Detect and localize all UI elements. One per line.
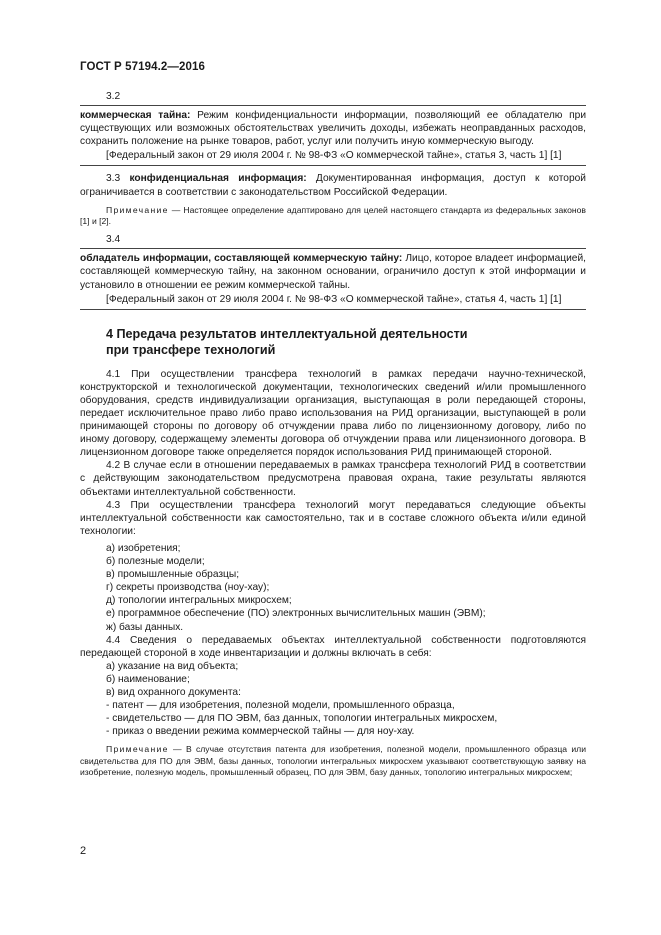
term-definition-box [80, 248, 586, 309]
list-item: в) вид охранного документа: [106, 686, 241, 698]
paragraph-4-2: 4.2 В случае если в отношении передаваемых в рамках трансфера технологий РИД в соответствии с действующим законодательством предусмотрена правовая охрана, такие результаты являются объектами интеллектуальной собственности. [80, 460, 586, 498]
term-definition [80, 252, 586, 291]
list-item: г) секреты производства (ноу-хау); [106, 582, 270, 594]
note [80, 205, 586, 228]
dash-list-item: - приказ о введении режима коммерческой тайны — для ноу-хау. [106, 726, 415, 738]
term-text: Лицо, которое владеет информацией, составляющей коммерческую тайну, на законном основании, ограничило доступ к этой информации и установило в отношении ее режим коммерческой тайны. [80, 253, 586, 291]
list-item: е) программное обеспечение (ПО) электронных вычислительных машин (ЭВМ); [106, 608, 486, 620]
list-item: ж) базы данных. [106, 621, 184, 633]
note-text: — Настоящее определение адаптировано для целей настоящего стандарта из федеральных законов [1] и [2]. [80, 204, 586, 226]
term-name: коммерческая тайна: [80, 110, 191, 122]
term-name: конфиденциальная информация: [129, 173, 307, 185]
section-title-line: 4 Передача результатов интеллектуальной деятельности [106, 326, 468, 341]
list-item: б) наименование; [106, 673, 190, 685]
term-number: 3.3 [106, 173, 121, 185]
paragraph-4-1: 4.1 При осуществлении трансфера технологий в рамках передачи научно-технической, конструкторской и технологической документации, технологических сведений и/или промышленного оборудования, средств индивидуализации организация, выступающая в роли передающей стороны, передает исключительное право либо право использования на РИД организации, выступающей в роли принимающей стороны по договору об отчуждении права либо по лицензионному договору, либо по иному договору, содержащему элементы договора об отчуждении права или лицензионного договора. В лицензионном договоре также определяется порядок использования РИД принимающей стороной. [80, 368, 586, 459]
term-number: 3.2 [106, 91, 121, 102]
term-text: Документированная информация, доступ к которой ограничивается в соответствии с законодательством Российской Федерации. [80, 173, 586, 198]
note-text: — В случае отсутствия патента для изобретения, полезной модели, промышленного образца или свидетельства для ПО для ЭВМ, базы данных, топологии интегральных микросхем указывают соответствующую заявку на изобретение, полезную модель, промышленный образец, ПО для ЭВМ, базу данных, топологию интегральных микросхем; [80, 744, 586, 777]
note-label: Примечание [106, 744, 169, 755]
term-definition [80, 109, 586, 148]
paragraph-4-4: 4.4 Сведения о передаваемых объектах интеллектуальной собственности подготовляются передающей стороной в ходе инвентаризации и должны включать в себя: [80, 634, 586, 659]
section-title [80, 326, 586, 358]
term-text: Режим конфиденциальности информации, позволяющий ее обладателю при существующих или возможных обстоятельствах увеличить доходы, избежать неоправданных расходов, сохранить положение на рынке товаров, работ, услуг или получить иную коммерческую выгоду. [80, 110, 587, 148]
dash-list-item: - свидетельство — для ПО ЭВМ, баз данных, топологии интегральных микросхем, [106, 713, 498, 725]
term-name: обладатель информации, составляющей коммерческую тайну: [80, 253, 403, 265]
list-item: а) изобретения; [106, 542, 181, 554]
list-item: в) промышленные образцы; [106, 569, 240, 581]
list-item: а) указание на вид объекта; [106, 660, 239, 672]
page-number: 2 [80, 845, 87, 857]
section-title-line: при трансфере технологий [106, 342, 276, 357]
list-item: б) полезные модели; [106, 556, 205, 568]
term-source: [Федеральный закон от 29 июля 2004 г. № 98-ФЗ «О коммерческой тайне», статья 4, часть 1] [1] [106, 293, 562, 305]
term-definition-box [80, 105, 586, 166]
term-definition [80, 172, 586, 198]
object-list [80, 542, 586, 634]
note [80, 744, 586, 778]
page-content [80, 90, 586, 784]
term-number: 3.4 [106, 234, 121, 246]
dash-list-item: - патент — для изобретения, полезной модели, промышленного образца, [106, 700, 455, 712]
standard-header: ГОСТ Р 57194.2—2016 [80, 61, 205, 73]
list-item: д) топологии интегральных микросхем; [106, 595, 292, 607]
paragraph-4-3: 4.3 При осуществлении трансфера технологий могут передаваться следующие объекты интеллектуальной собственности как самостоятельно, так и в составе сложного объекта и/или единой технологии: [80, 499, 586, 537]
note-label: Примечание [106, 204, 169, 215]
info-list [80, 660, 586, 739]
term-source: [Федеральный закон от 29 июля 2004 г. № 98-ФЗ «О коммерческой тайне», статья 3, часть 1] [1] [106, 150, 562, 162]
